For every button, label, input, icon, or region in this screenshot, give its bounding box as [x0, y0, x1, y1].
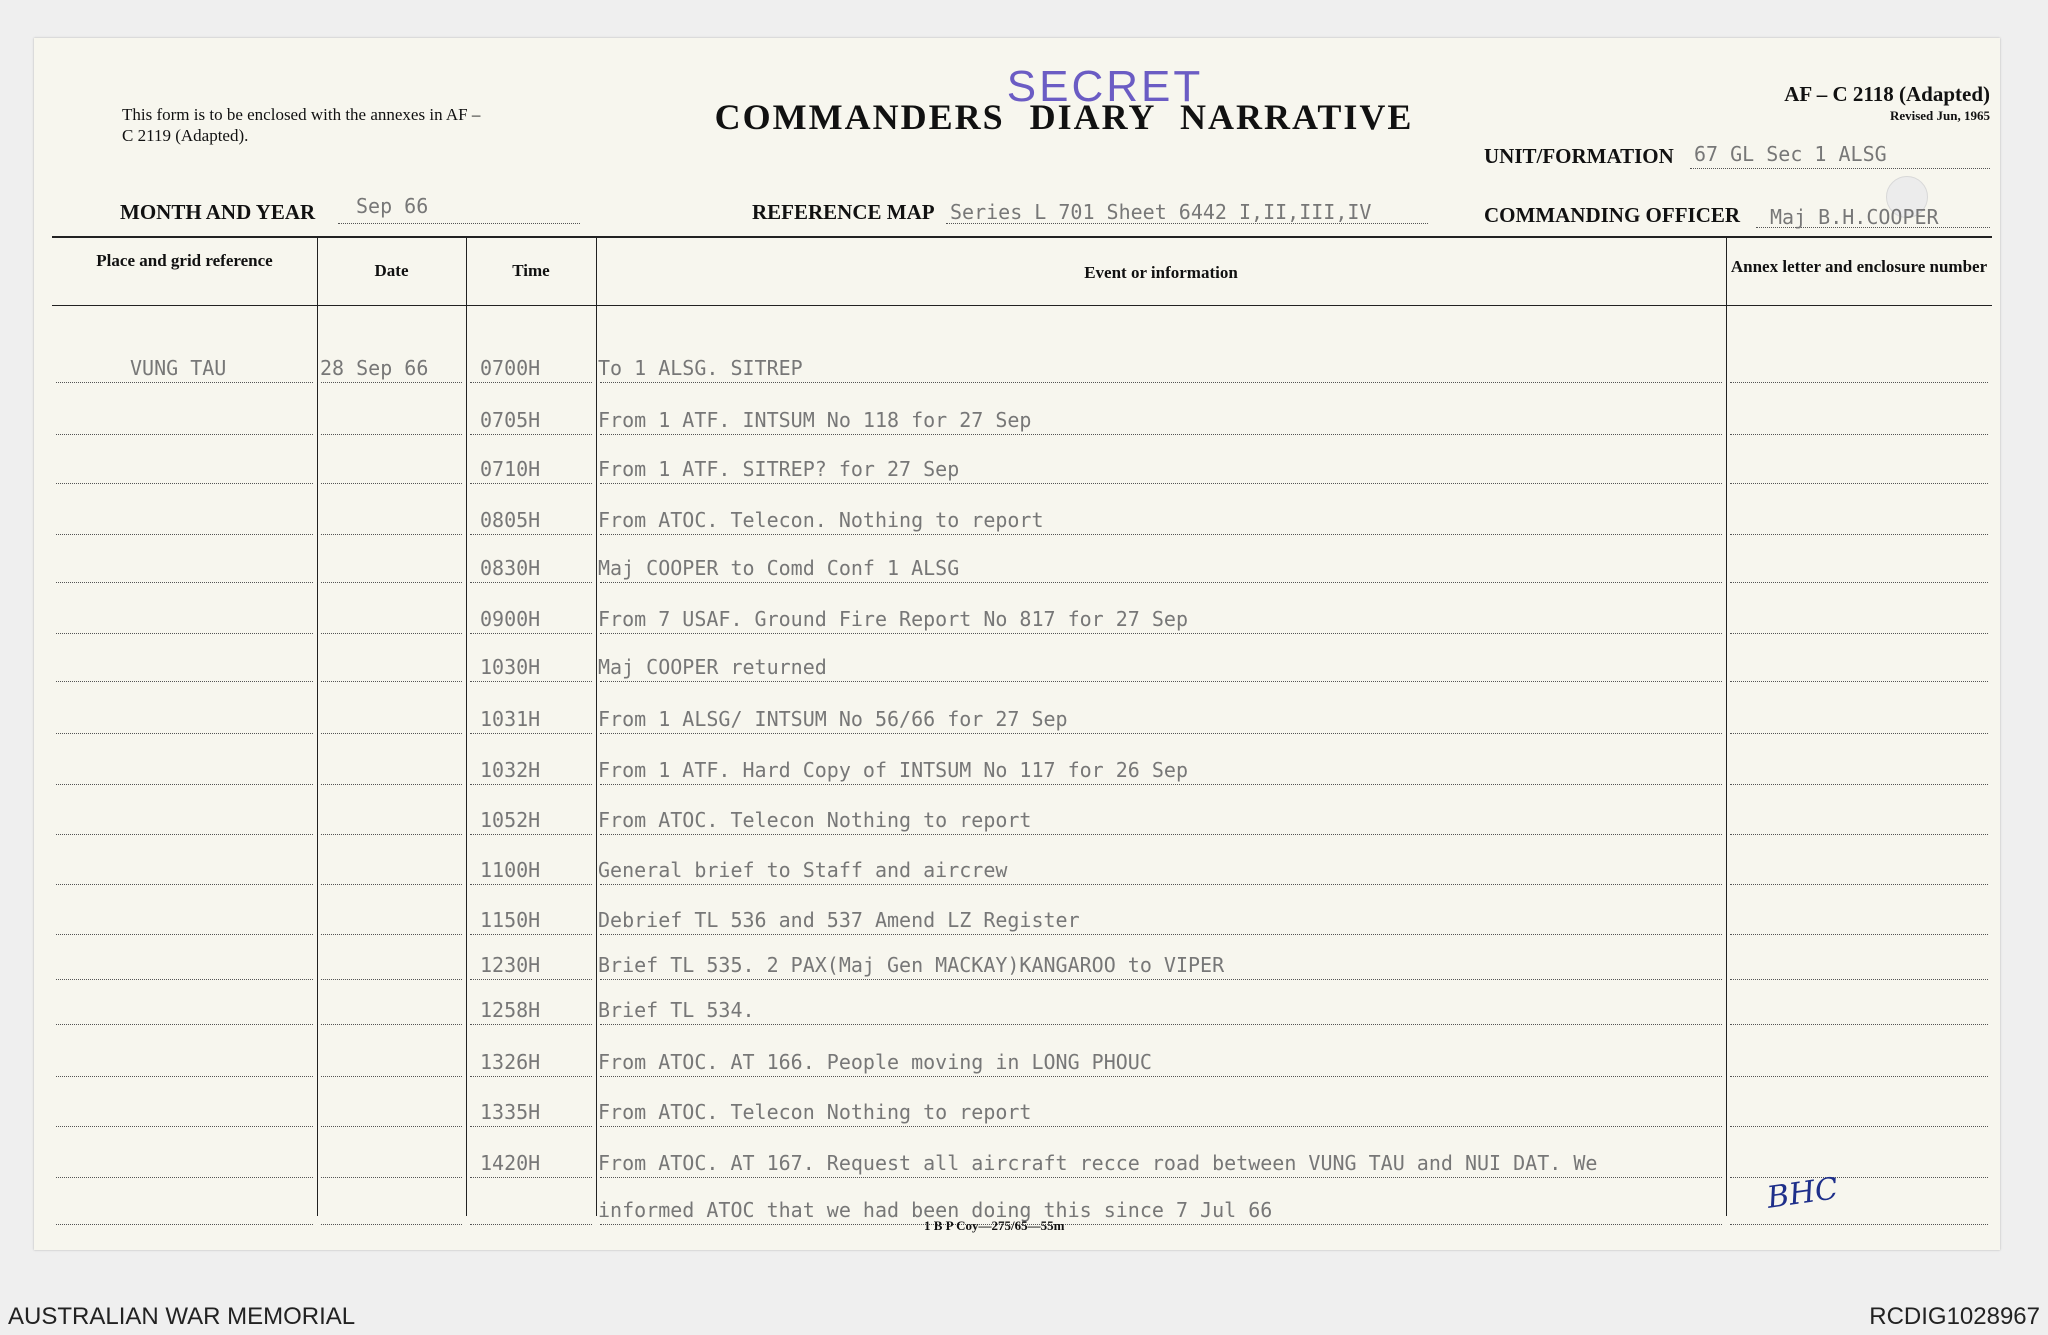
- row-dotline: [321, 834, 462, 835]
- row-dotline: [1730, 733, 1988, 734]
- row-event: General brief to Staff and aircrew: [598, 858, 1008, 882]
- row-dotline: [321, 681, 462, 682]
- row-dotline: [1730, 582, 1988, 583]
- row-time: 0900H: [480, 607, 541, 631]
- row-dotline: [600, 979, 1722, 980]
- row-dotline: [56, 681, 313, 682]
- row-dotline: [600, 582, 1722, 583]
- row-dotline: [600, 733, 1722, 734]
- row-event: From 1 ATF. SITREP? for 27 Sep: [598, 457, 960, 481]
- row-dotline: [470, 1076, 592, 1077]
- row-event: Maj COOPER returned: [598, 655, 827, 679]
- row-event: Brief TL 534.: [598, 998, 755, 1022]
- row-dotline: [56, 483, 313, 484]
- row-dotline: [470, 534, 592, 535]
- row-place: VUNG TAU: [130, 356, 227, 380]
- col-header-event: Event or information: [1084, 263, 1238, 282]
- row-dotline: [321, 1076, 462, 1077]
- row-time: 1420H: [480, 1151, 541, 1175]
- row-dotline: [600, 483, 1722, 484]
- row-dotline: [1730, 534, 1988, 535]
- row-event: To 1 ALSG. SITREP: [598, 356, 803, 380]
- row-dotline: [600, 633, 1722, 634]
- col-header-place: Place and grid reference: [96, 251, 273, 270]
- row-dotline: [321, 733, 462, 734]
- row-time: 1100H: [480, 858, 541, 882]
- row-dotline: [56, 1024, 313, 1025]
- row-dotline: [321, 784, 462, 785]
- row-dotline: [1730, 1177, 1988, 1178]
- co-value: Maj B.H.COOPER: [1770, 205, 1939, 229]
- row-time: 0805H: [480, 508, 541, 532]
- row-dotline: [56, 784, 313, 785]
- row-dotline: [600, 1024, 1722, 1025]
- row-dotline: [56, 934, 313, 935]
- row-dotline: [56, 834, 313, 835]
- row-dotline: [56, 582, 313, 583]
- row-date: 28 Sep 66: [320, 356, 429, 380]
- row-dotline: [470, 834, 592, 835]
- row-time: 1258H: [480, 998, 541, 1022]
- row-dotline: [1730, 633, 1988, 634]
- month-value: Sep 66: [356, 194, 429, 218]
- row-dotline: [56, 733, 313, 734]
- co-label: COMMANDING OFFICER: [1484, 203, 1741, 227]
- row-time: 1326H: [480, 1050, 541, 1074]
- row-event: Brief TL 535. 2 PAX(Maj Gen MACKAY)KANGAROO to VIPER: [598, 953, 1225, 977]
- row-dotline: [1730, 681, 1988, 682]
- row-time: 0710H: [480, 457, 541, 481]
- col-header-annex: Annex letter and enclosure number: [1730, 257, 1988, 276]
- row-dotline: [470, 784, 592, 785]
- row-dotline: [321, 382, 462, 383]
- row-time: 0705H: [480, 408, 541, 432]
- row-dotline: [470, 1177, 592, 1178]
- secret-stamp: SECRET: [1006, 62, 1204, 111]
- row-time: 0700H: [480, 356, 541, 380]
- row-dotline: [321, 1126, 462, 1127]
- form-number: AF – C 2118 (Adapted): [1784, 82, 1990, 106]
- row-dotline: [600, 834, 1722, 835]
- row-time: 1150H: [480, 908, 541, 932]
- row-dotline: [1730, 1024, 1988, 1025]
- row-dotline: [56, 1177, 313, 1178]
- row-time: 1032H: [480, 758, 541, 782]
- row-dotline: [56, 979, 313, 980]
- row-dotline: [56, 884, 313, 885]
- row-event: From 1 ALSG/ INTSUM No 56/66 for 27 Sep: [598, 707, 1068, 731]
- row-dotline: [321, 934, 462, 935]
- row-dotline: [470, 1126, 592, 1127]
- row-dotline: [470, 434, 592, 435]
- row-dotline: [56, 434, 313, 435]
- table-top-rule: [52, 236, 1992, 238]
- row-dotline: [470, 979, 592, 980]
- unit-label: UNIT/FORMATION: [1484, 144, 1674, 168]
- row-dotline: [321, 1224, 462, 1225]
- row-dotline: [470, 483, 592, 484]
- row-dotline: [600, 1076, 1722, 1077]
- row-dotline: [321, 582, 462, 583]
- row-dotline: [1730, 382, 1988, 383]
- unit-dotline: [1690, 168, 1990, 169]
- row-dotline: [600, 434, 1722, 435]
- row-time: 1230H: [480, 953, 541, 977]
- row-time: 1031H: [480, 707, 541, 731]
- col-header-time: Time: [512, 261, 550, 280]
- row-event: Debrief TL 536 and 537 Amend LZ Register: [598, 908, 1080, 932]
- row-event: From ATOC. Telecon Nothing to report: [598, 1100, 1032, 1124]
- row-dotline: [321, 1024, 462, 1025]
- row-dotline: [1730, 434, 1988, 435]
- row-dotline: [56, 1076, 313, 1077]
- row-time: 1052H: [480, 808, 541, 832]
- row-dotline: [600, 681, 1722, 682]
- row-event: From 1 ATF. Hard Copy of INTSUM No 117 for 26 Sep: [598, 758, 1189, 782]
- row-dotline: [600, 534, 1722, 535]
- annex-initials-signature: BHC: [1764, 1171, 1841, 1216]
- row-dotline: [1730, 934, 1988, 935]
- print-line: 1 B P Coy—275/65—55m: [924, 1218, 1065, 1233]
- col-divider-1: [317, 236, 318, 1216]
- row-dotline: [1730, 1126, 1988, 1127]
- row-dotline: [470, 733, 592, 734]
- row-dotline: [600, 934, 1722, 935]
- row-time: 1030H: [480, 655, 541, 679]
- row-dotline: [470, 582, 592, 583]
- row-time: 0830H: [480, 556, 541, 580]
- month-dotline: [338, 223, 580, 224]
- row-event: From ATOC. AT 167. Request all aircraft recce road between VUNG TAU and NUI DAT. We: [598, 1151, 1598, 1175]
- row-dotline: [470, 681, 592, 682]
- row-dotline: [470, 884, 592, 885]
- row-dotline: [1730, 483, 1988, 484]
- month-label: MONTH AND YEAR: [120, 200, 316, 224]
- row-dotline: [600, 1126, 1722, 1127]
- row-dotline: [600, 884, 1722, 885]
- form-note: This form is to be enclosed with the annexes in AF – C 2119 (Adapted).: [122, 105, 481, 145]
- row-dotline: [56, 382, 313, 383]
- row-dotline: [1730, 784, 1988, 785]
- row-dotline: [56, 1126, 313, 1127]
- row-dotline: [321, 434, 462, 435]
- row-dotline: [56, 1224, 313, 1225]
- row-dotline: [321, 483, 462, 484]
- col-divider-4: [1726, 236, 1727, 1216]
- map-value: Series L 701 Sheet 6442 I,II,III,IV: [950, 200, 1372, 224]
- row-dotline: [470, 1024, 592, 1025]
- row-dotline: [600, 382, 1722, 383]
- row-dotline: [470, 934, 592, 935]
- row-event: From 1 ATF. INTSUM No 118 for 27 Sep: [598, 408, 1032, 432]
- row-dotline: [600, 1224, 1722, 1225]
- row-dotline: [321, 1177, 462, 1178]
- row-dotline: [1730, 1076, 1988, 1077]
- row-dotline: [1730, 1224, 1988, 1225]
- col-header-date: Date: [374, 261, 409, 280]
- table-header-rule: [52, 305, 1992, 306]
- row-event: From 7 USAF. Ground Fire Report No 817 for 27 Sep: [598, 607, 1189, 631]
- row-dotline: [321, 633, 462, 634]
- row-dotline: [470, 1224, 592, 1225]
- row-event: From ATOC. Telecon. Nothing to report: [598, 508, 1044, 532]
- row-event: Maj COOPER to Comd Conf 1 ALSG: [598, 556, 960, 580]
- map-label: REFERENCE MAP: [752, 200, 935, 224]
- row-dotline: [600, 784, 1722, 785]
- footer-left: AUSTRALIAN WAR MEMORIAL: [8, 1303, 356, 1330]
- form-title: COMMANDERS DIARY NARRATIVE: [714, 97, 1414, 137]
- row-event: From ATOC. Telecon Nothing to report: [598, 808, 1032, 832]
- row-event: From ATOC. AT 166. People moving in LONG PHOUC: [598, 1050, 1152, 1074]
- footer-right: RCDIG1028967: [1869, 1303, 2040, 1330]
- row-dotline: [1730, 979, 1988, 980]
- unit-value: 67 GL Sec 1 ALSG: [1694, 142, 1887, 166]
- row-dotline: [321, 884, 462, 885]
- row-dotline: [321, 534, 462, 535]
- row-dotline: [321, 979, 462, 980]
- row-dotline: [56, 534, 313, 535]
- row-time: 1335H: [480, 1100, 541, 1124]
- diary-sheet: [34, 38, 2000, 1250]
- row-dotline: [470, 633, 592, 634]
- row-event: informed ATOC that we had been doing this since 7 Jul 66: [598, 1198, 1273, 1222]
- row-dotline: [600, 1177, 1722, 1178]
- row-dotline: [56, 633, 313, 634]
- row-dotline: [1730, 834, 1988, 835]
- row-dotline: [1730, 884, 1988, 885]
- row-dotline: [470, 382, 592, 383]
- col-divider-2: [466, 236, 467, 1216]
- revised-date: Revised Jun, 1965: [1889, 108, 1990, 123]
- col-divider-3: [596, 236, 597, 1216]
